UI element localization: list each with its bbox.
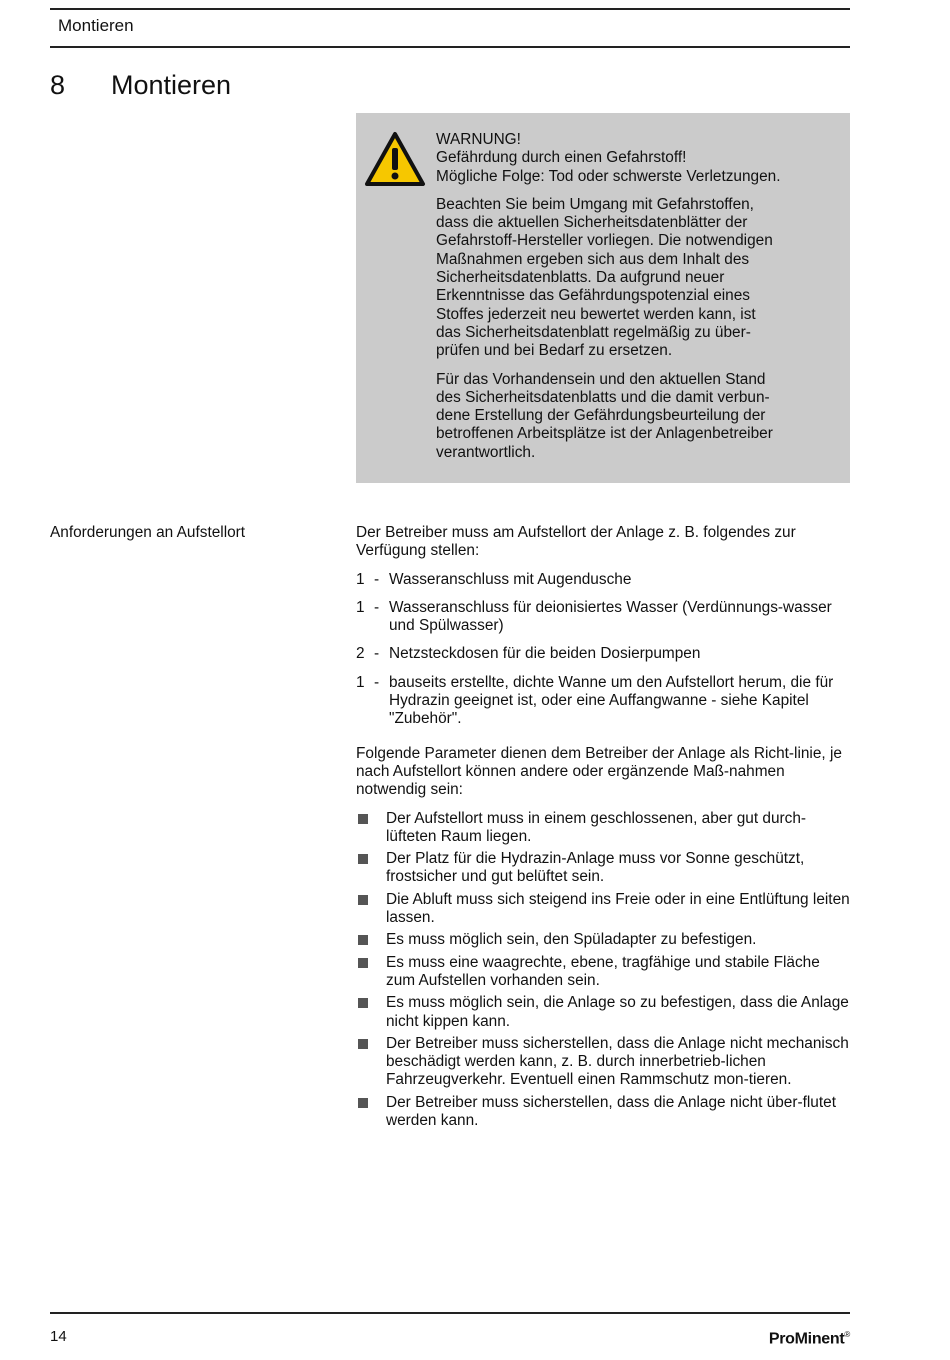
warning-consequence: Mögliche Folge: Tod oder schwerste Verletzungen. xyxy=(436,167,781,185)
warning-triangle-icon xyxy=(364,131,426,187)
item-text: Wasseranschluss für deionisiertes Wasser (Verdünnungs-wasser und Spülwasser) xyxy=(389,598,832,635)
square-bullet-icon xyxy=(358,998,368,1008)
warning-p2-line: dene Erstellung der Gefährdungsbeurteilung der xyxy=(436,407,766,425)
logo-text-part: Minent xyxy=(794,1330,845,1348)
prominent-logo xyxy=(769,1330,850,1348)
side-heading: Anforderungen an Aufstellort xyxy=(50,524,246,541)
bullet-text: Der Betreiber muss sicherstellen, dass die Anlage nicht über-flutet werden kann. xyxy=(386,1093,836,1130)
list-item xyxy=(356,954,850,991)
warning-p1-line: prüfen und bei Bedarf zu ersetzen. xyxy=(436,342,673,360)
bullet-text: Es muss möglich sein, die Anlage so zu befestigen, dass die Anlage nicht kippen kann. xyxy=(386,994,849,1030)
header-bottom-rule xyxy=(50,46,850,48)
list-item xyxy=(356,931,850,949)
bullet-text: Es muss eine waagrechte, ebene, tragfähige und stabile Fläche zum Aufstellen vorhanden sein. xyxy=(386,953,820,989)
chapter-title: Montieren xyxy=(111,70,232,100)
page-number: 14 xyxy=(50,1328,67,1345)
list-item xyxy=(356,891,850,928)
list-item xyxy=(356,645,850,663)
item-dash: - xyxy=(374,598,380,616)
item-dash: - xyxy=(374,673,380,691)
item-text: Wasseranschluss mit Augendusche xyxy=(389,570,632,588)
bullet-text: Der Aufstellort muss in einem geschlossenen, aber gut durch-lüfteten Raum liegen. xyxy=(386,809,807,845)
item-dash: - xyxy=(374,570,380,588)
intro-paragraph: Der Betreiber muss am Aufstellort der Anlage z. B. folgendes zur Verfügung stellen: xyxy=(356,524,796,560)
square-bullet-icon xyxy=(358,895,368,905)
item-quantity: 1 xyxy=(356,570,365,588)
item-text: bauseits erstellte, dichte Wanne um den Aufstellort herum, die für Hydrazin geeignet ist, oder eine Auffangwanne - siehe Kapitel "Zubehör". xyxy=(389,673,834,728)
warning-p2-line: betroffenen Arbeitsplätze ist der Anlagenbetreiber xyxy=(436,425,773,443)
parameters-intro: Folgende Parameter dienen dem Betreiber der Anlage als Richt-linie, je nach Aufstellort können andere oder ergänzende Maß-nahmen notwendig sein: xyxy=(356,744,842,799)
square-bullet-icon xyxy=(358,1098,368,1108)
section-body xyxy=(356,524,850,1134)
warning-p2-line: verantwortlich. xyxy=(436,443,536,461)
list-item xyxy=(356,599,850,636)
warning-p1-line: Sicherheitsdatenblatts. Da aufgrund neuer xyxy=(436,269,725,287)
bullet-text: Es muss möglich sein, den Spüladapter zu befestigen. xyxy=(386,931,757,949)
list-item xyxy=(356,674,850,729)
warning-paragraph-2 xyxy=(436,371,836,462)
header-top-rule xyxy=(50,8,850,10)
requirements-list xyxy=(356,571,850,729)
warning-box xyxy=(356,113,850,483)
logo-text-part: Pro xyxy=(768,1330,795,1348)
list-item xyxy=(356,810,850,847)
warning-p2-line: Für das Vorhandensein und den aktuellen Stand xyxy=(436,370,766,388)
item-quantity: 2 xyxy=(356,645,365,663)
warning-heading: Gefährdung durch einen Gefahrstoff! xyxy=(436,149,687,167)
item-quantity: 1 xyxy=(356,598,365,616)
square-bullet-icon xyxy=(358,814,368,824)
square-bullet-icon xyxy=(358,1039,368,1049)
warning-p1-line: Stoffes jederzeit neu bewertet werden kann, ist xyxy=(436,305,756,323)
bullet-text: Der Platz für die Hydrazin-Anlage muss vor Sonne geschützt, frostsicher und gut belüftet sein. xyxy=(386,850,805,886)
list-item xyxy=(356,994,850,1031)
bullet-text: Der Betreiber muss sicherstellen, dass die Anlage nicht mechanisch beschädigt werden kann, z. B. durch innerbetrieb-lichen Fahrzeugverkehr. Eventuell einen Rammschutz mon-tieren. xyxy=(386,1034,849,1089)
warning-p1-line: Gefahrstoff-Hersteller vorliegen. Die notwendigen xyxy=(436,232,773,250)
warning-p1-line: Maßnahmen ergeben sich aus dem Inhalt des xyxy=(436,250,750,268)
square-bullet-icon xyxy=(358,854,368,864)
registered-mark: ® xyxy=(844,1330,850,1339)
list-item xyxy=(356,1035,850,1090)
warning-label: WARNUNG! xyxy=(436,131,521,148)
list-item xyxy=(356,571,850,589)
chapter-heading xyxy=(50,70,231,101)
running-header: Montieren xyxy=(58,16,134,35)
warning-p2-line: des Sicherheitsdatenblatts und die damit verbun- xyxy=(436,388,770,406)
square-bullet-icon xyxy=(358,958,368,968)
item-dash: - xyxy=(374,645,380,663)
square-bullet-icon xyxy=(358,935,368,945)
list-item xyxy=(356,850,850,887)
warning-text xyxy=(436,131,836,472)
warning-paragraph-1 xyxy=(436,196,836,361)
warning-p1-line: das Sicherheitsdatenblatt regelmäßig zu über- xyxy=(436,323,751,341)
chapter-number: 8 xyxy=(50,70,66,100)
warning-p1-line: Erkenntnisse das Gefährdungspotenzial eines xyxy=(436,287,750,305)
warning-p1-line: dass die aktuellen Sicherheitsdatenblätter der xyxy=(436,214,748,232)
item-quantity: 1 xyxy=(356,673,365,691)
list-item xyxy=(356,1094,850,1131)
bullet-text: Die Abluft muss sich steigend ins Freie oder in eine Entlüftung leiten lassen. xyxy=(386,890,850,927)
parameters-bullet-list xyxy=(356,810,850,1131)
warning-p1-line: Beachten Sie beim Umgang mit Gefahrstoffen, xyxy=(436,195,754,213)
footer-rule xyxy=(50,1312,850,1314)
item-text: Netzsteckdosen für die beiden Dosierpumpen xyxy=(389,645,701,663)
